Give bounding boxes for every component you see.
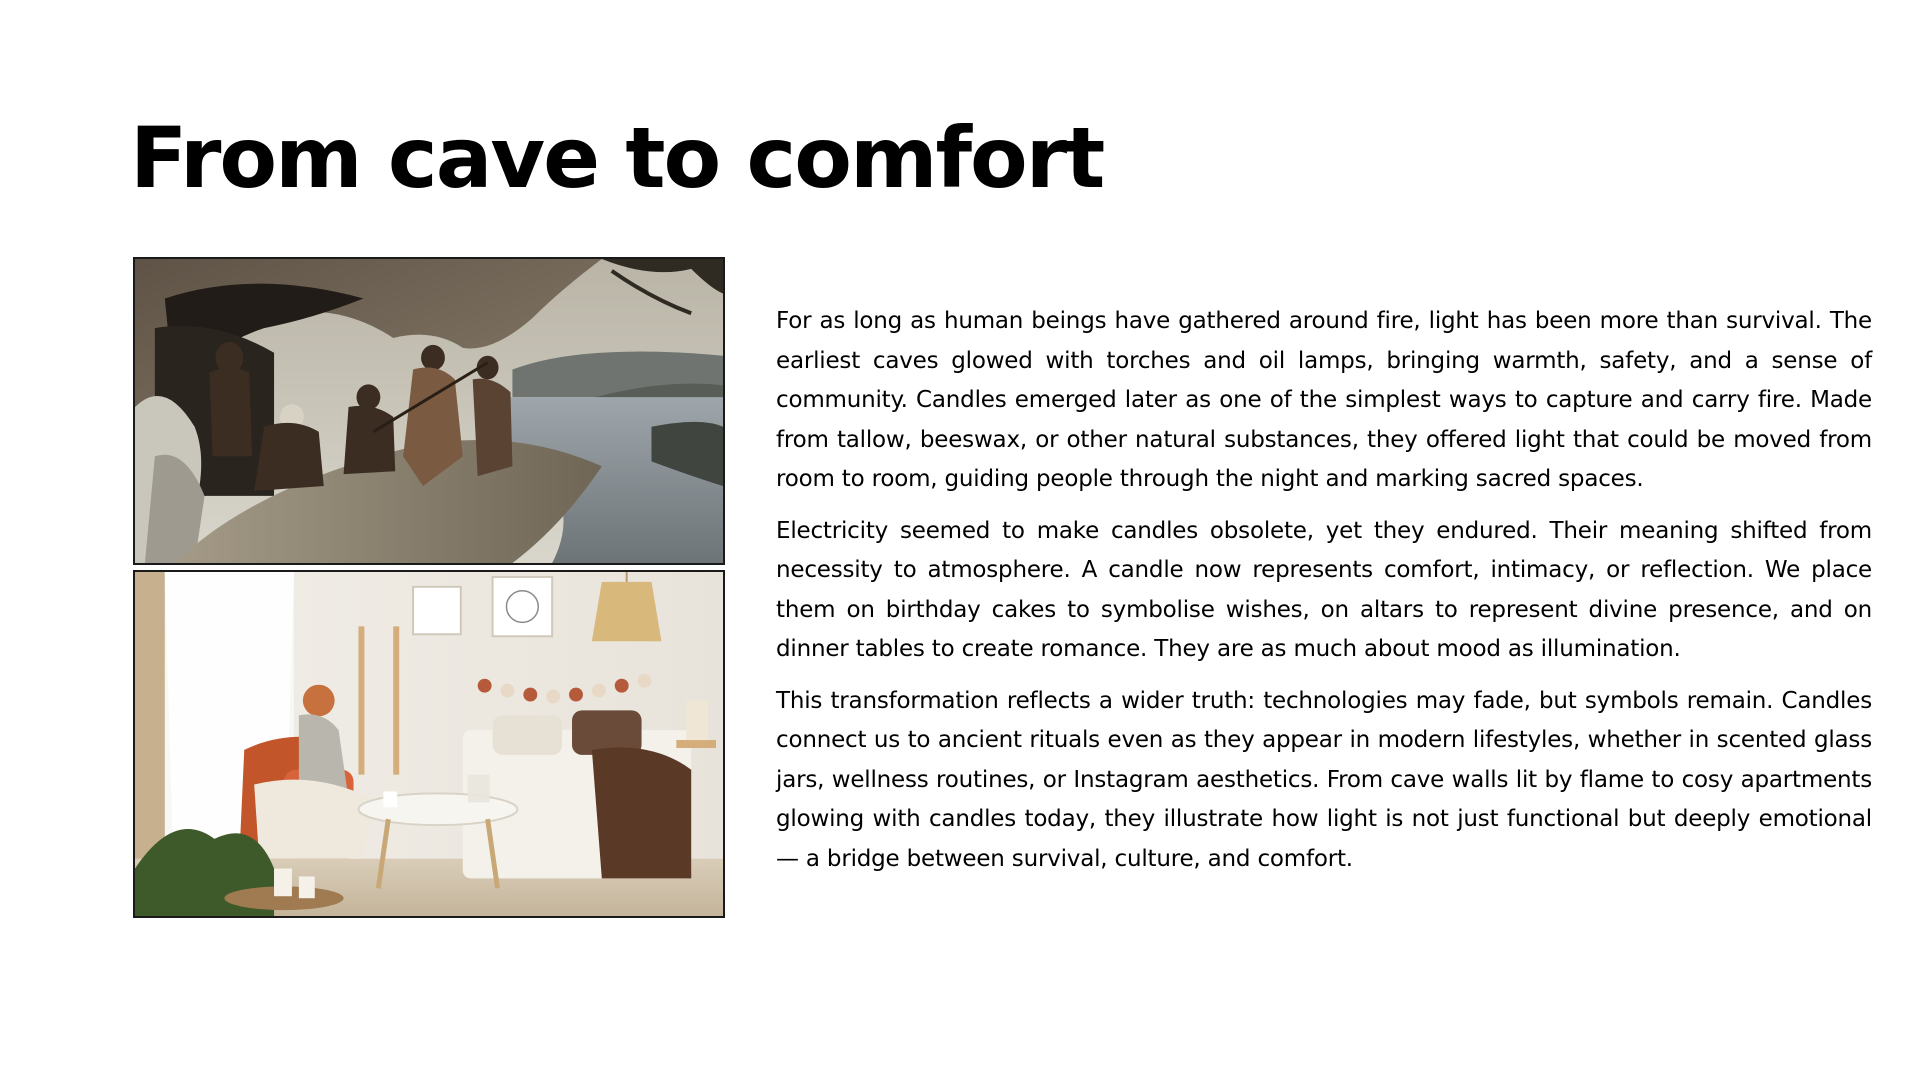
paragraph: Electricity seemed to make candles obsolete, yet they endured. Their meaning shifted from necessity to atmosphere. A candle now represents comfort, intimacy, or reflection. We place them on birthday cakes to symbolise wishes, on altars to represent divine presence, and on dinner tables to create romance. They are as much about mood as illumination. (776, 517, 1872, 662)
body-text (776, 302, 1872, 891)
cozy-room-image (133, 570, 725, 918)
slide-title: From cave to comfort (130, 109, 1104, 207)
paragraph: This transformation reflects a wider truth: technologies may fade, but symbols remain. Candles connect us to ancient rituals even as they appear in modern lifestyles, whether in scented glass jars, wellness routines, or Instagram aesthetics. From cave walls lit by flame to cosy apartments glowing with candles today, they illustrate how light is not just functional but deeply emotional — a bridge between survival, culture, and comfort. (776, 687, 1872, 872)
cave-painting-image (133, 257, 725, 565)
paragraph: For as long as human beings have gathered around fire, light has been more than survival. The earliest caves glowed with torches and oil lamps, bringing warmth, safety, and a sense of community. Candles emerged later as one of the simplest ways to capture and carry fire. Made from tallow, beeswax, or other natural substances, they offered light that could be moved from room to room, guiding people through the night and marking sacred spaces. (776, 308, 1872, 492)
